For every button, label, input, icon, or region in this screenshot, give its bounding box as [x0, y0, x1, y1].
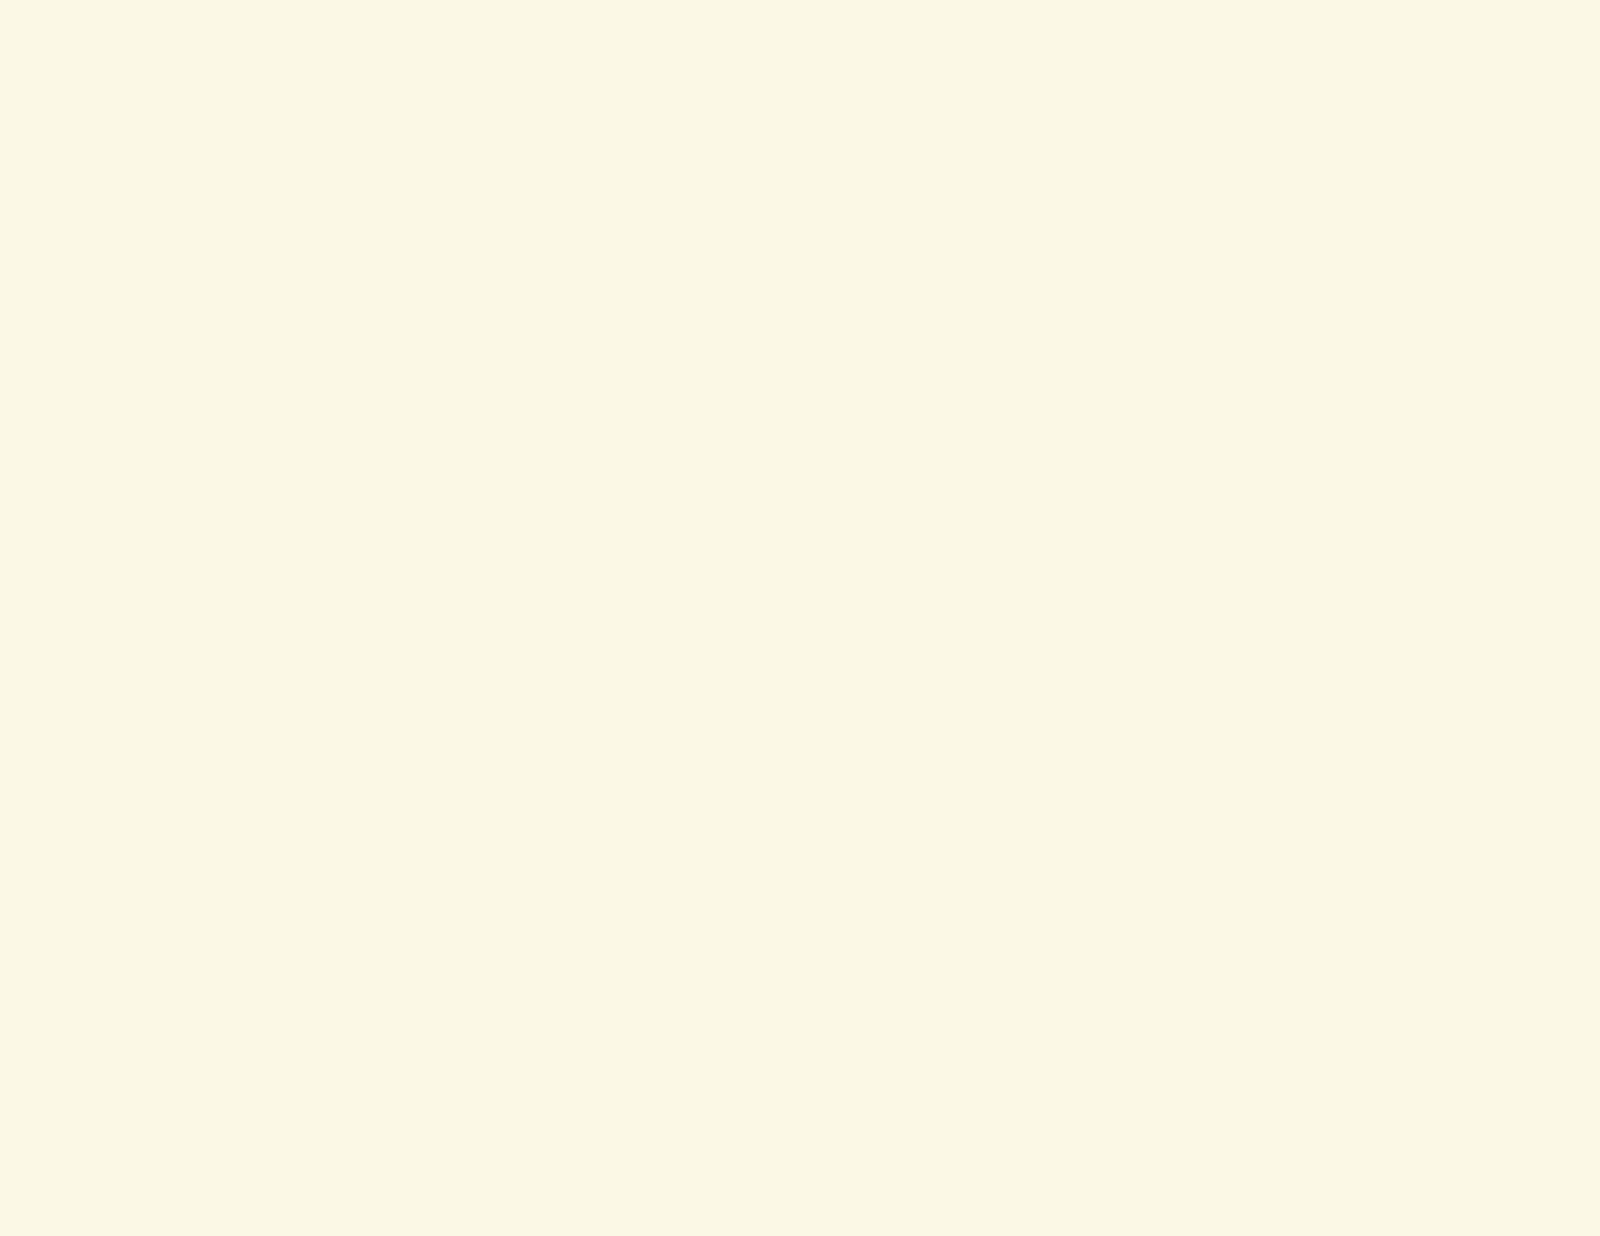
- page-number: [740, 36, 860, 96]
- scripture-text-block: [108, 118, 1490, 1118]
